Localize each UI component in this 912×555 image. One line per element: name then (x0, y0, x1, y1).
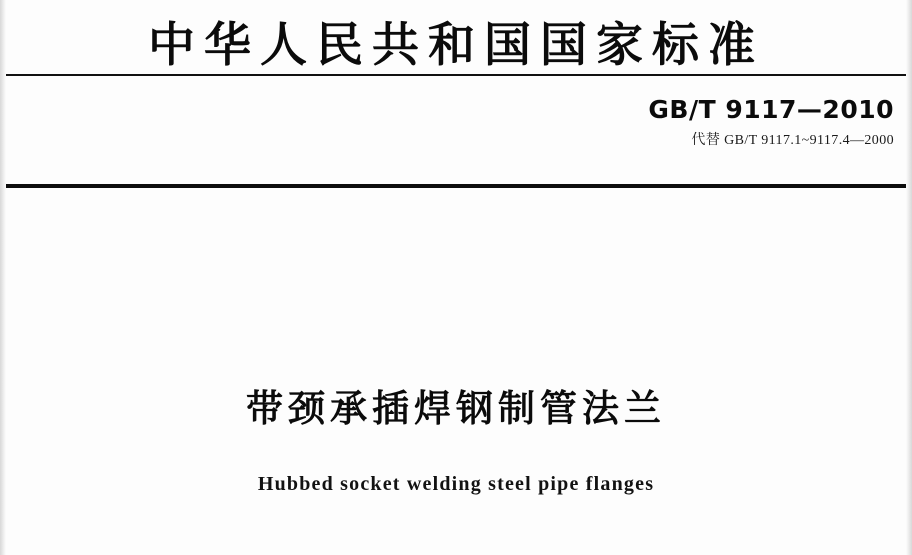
document-title-english: Hubbed socket welding steel pipe flanges (257, 473, 655, 495)
page-edge-shadow-left (0, 0, 6, 555)
document-title-chinese: 带颈承插焊钢制管法兰 (246, 387, 666, 430)
standard-replaces-note: 代替 GB/T 9117.1~9117.4—2000 (691, 132, 894, 148)
header-divider-thin (6, 74, 906, 76)
national-standard-banner: 中华人民共和国国家标准 (148, 18, 764, 73)
header-divider-thick (6, 184, 906, 188)
standard-identifier-block (648, 96, 894, 149)
standard-number: GB/T 9117—2010 (648, 95, 894, 124)
page-edge-shadow-right (906, 0, 912, 555)
